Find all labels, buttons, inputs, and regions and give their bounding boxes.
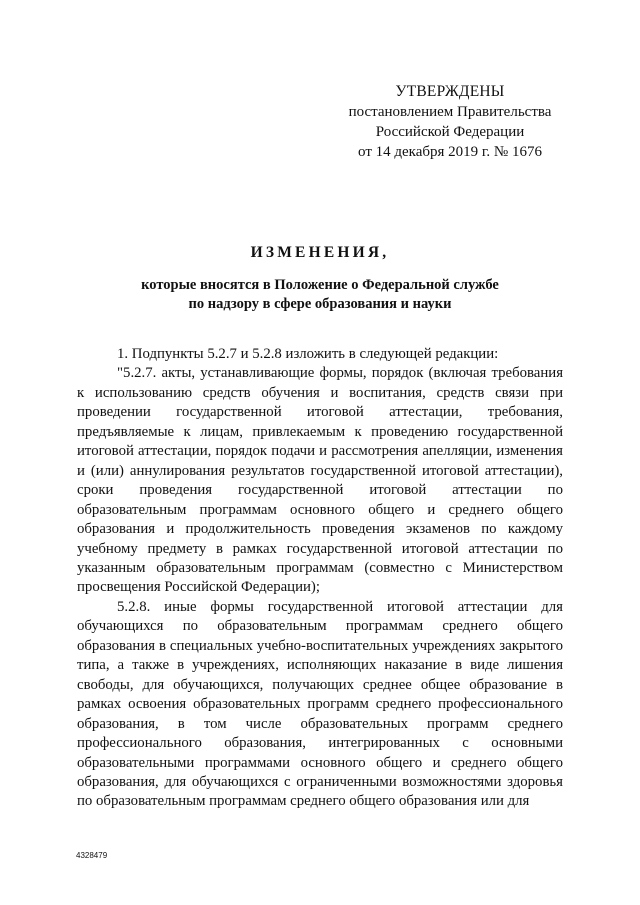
document-subtitle [70,276,570,314]
approval-block [330,82,570,162]
document-body [77,345,563,812]
approval-country-line: Российской Федерации [375,124,525,140]
paragraph-5-2-7: "5.2.7. акты, устанавливающие формы, порядок (включая требования к использованию средств обучения и воспитания, средств связи при проведении государственной итоговой аттестации, требования, предъявляемые к лицам, привлекаемым к проведению государственной итоговой аттестации, порядок подачи и рассмотрения апелляции, изменения и (или) аннулирования результатов государственной итоговой аттестации), сроки проведения государственной итоговой аттестации по образовательным программам основного общего и среднего общего образования и продолжительность проведения экзаменов по каждому учебному предмету в рамках государственной итоговой аттестации по указанным образовательным программам (совместно с Министерством просвещения Российской Федерации); [77,365,563,596]
intro-paragraph: 1. Подпункты 5.2.7 и 5.2.8 изложить в следующей редакции: [117,346,499,362]
approval-decree-line: постановлением Правительства [348,104,552,120]
subtitle-line-1: которые вносятся в Положение о Федеральной службе [141,277,499,293]
subtitle-line-2: по надзору в сфере образования и науки [188,296,452,312]
document-code: 4328479 [76,851,108,860]
document-title: ИЗМЕНЕНИЯ, [250,244,390,261]
approval-title: УТВЕРЖДЕНЫ [395,83,505,100]
approval-date-line: от 14 декабря 2019 г. № 1676 [358,144,542,160]
paragraph-5-2-8: 5.2.8. иные формы государственной итоговой аттестации для обучающихся по образовательным программам среднего общего образования в специальных учебно-воспитательных учреждениях закрытого типа, а также в учреждениях, исполняющих наказание в виде лишения свободы, для обучающихся, получающих среднее общее образование в рамках освоения образовательных программ среднего профессионального образования, в том числе образовательных программ среднего профессионального образования, интегрированных с основными образовательными программами основного общего и среднего общего образования, для обучающихся с ограниченными возможностями здоровья по образовательным программам среднего общего образования или для [77,598,563,810]
